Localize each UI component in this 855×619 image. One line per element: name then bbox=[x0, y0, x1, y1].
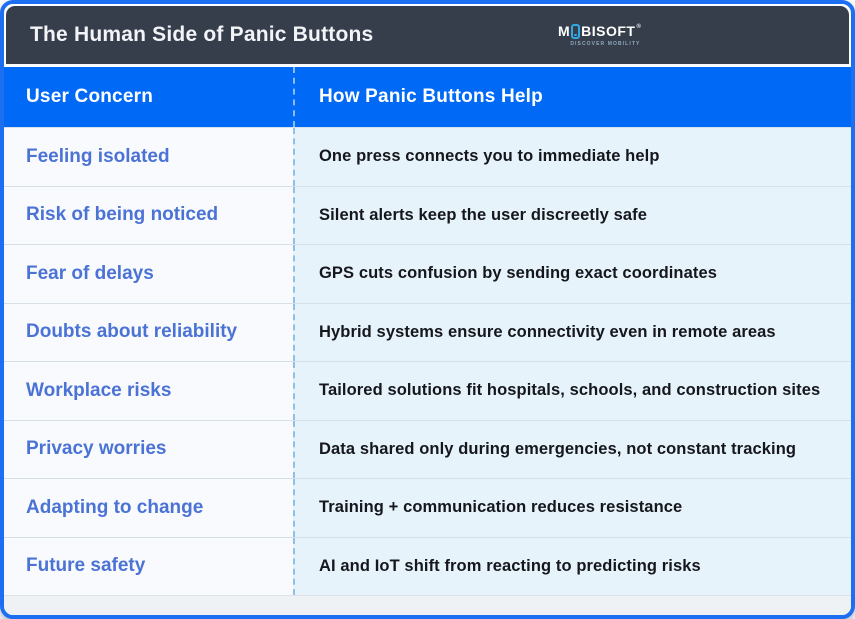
concern-cell: Workplace risks bbox=[4, 362, 293, 420]
table-row bbox=[4, 303, 851, 362]
help-cell: Data shared only during emergencies, not constant tracking bbox=[293, 421, 851, 479]
table-footer-strip bbox=[4, 595, 851, 615]
logo-prefix: M bbox=[557, 23, 571, 39]
table-row bbox=[4, 361, 851, 420]
column-header-label: User Concern bbox=[26, 86, 153, 107]
column-header-how-help bbox=[293, 67, 851, 127]
mobisoft-logo bbox=[558, 24, 640, 47]
logo-suffix: BISOFT bbox=[581, 23, 636, 39]
table-row bbox=[4, 127, 851, 186]
table-row bbox=[4, 537, 851, 596]
help-cell: GPS cuts confusion by sending exact coordinates bbox=[293, 245, 851, 303]
help-cell: Hybrid systems ensure connectivity even in remote areas bbox=[293, 304, 851, 362]
concern-cell: Future safety bbox=[4, 538, 293, 596]
column-header-label: How Panic Buttons Help bbox=[319, 86, 543, 107]
concern-cell: Privacy worries bbox=[4, 421, 293, 479]
logo-wordmark bbox=[558, 24, 640, 39]
concern-cell: Risk of being noticed bbox=[4, 187, 293, 245]
table-row bbox=[4, 478, 851, 537]
table-header-row bbox=[4, 67, 851, 127]
concern-cell: Doubts about reliability bbox=[4, 304, 293, 362]
logo-tagline: DISCOVER MOBILITY bbox=[570, 40, 641, 47]
help-cell: Tailored solutions fit hospitals, schools, and construction sites bbox=[293, 362, 851, 420]
concerns-table bbox=[4, 67, 851, 615]
phone-icon bbox=[571, 24, 580, 39]
column-header-user-concern bbox=[4, 67, 293, 127]
table-row bbox=[4, 186, 851, 245]
table-row bbox=[4, 244, 851, 303]
page-title: The Human Side of Panic Buttons bbox=[30, 23, 374, 46]
help-cell: Silent alerts keep the user discreetly safe bbox=[293, 187, 851, 245]
table-row bbox=[4, 420, 851, 479]
title-bar bbox=[6, 6, 849, 64]
concern-cell: Fear of delays bbox=[4, 245, 293, 303]
help-cell: Training + communication reduces resistance bbox=[293, 479, 851, 537]
registered-trademark-mark: ® bbox=[636, 24, 642, 30]
help-cell: AI and IoT shift from reacting to predicting risks bbox=[293, 538, 851, 596]
concern-cell: Adapting to change bbox=[4, 479, 293, 537]
concern-cell: Feeling isolated bbox=[4, 128, 293, 186]
help-cell: One press connects you to immediate help bbox=[293, 128, 851, 186]
